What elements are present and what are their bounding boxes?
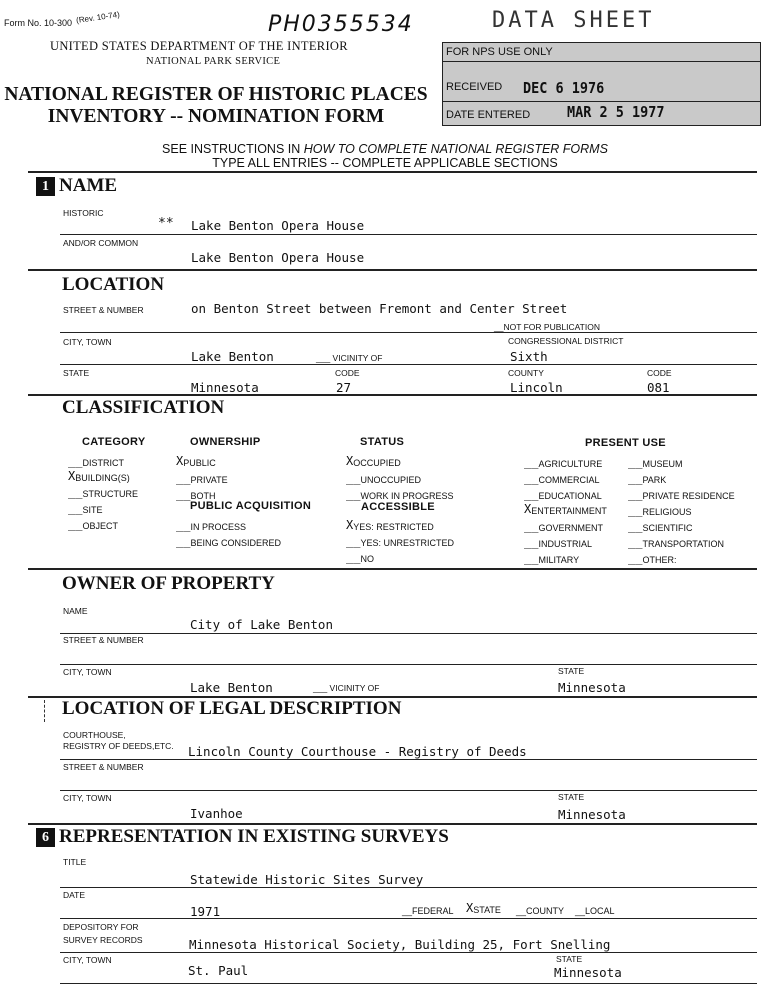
option-label: UNOCCUPIED xyxy=(360,475,421,485)
option-being-considered[interactable] xyxy=(176,535,281,549)
nps-use-box xyxy=(442,42,761,126)
option-label: BEING CONSIDERED xyxy=(190,538,281,548)
option-district[interactable] xyxy=(68,455,124,469)
option-educational[interactable] xyxy=(524,488,602,502)
section-rule xyxy=(28,823,757,825)
option-mark: __ xyxy=(628,519,643,533)
option-mark: __ xyxy=(524,551,539,565)
survey-level-federal[interactable]: __FEDERAL xyxy=(402,906,454,916)
field-rule xyxy=(60,633,757,634)
option-label: BOTH xyxy=(190,491,216,501)
location-heading: LOCATION xyxy=(62,274,165,295)
option-label: OCCUPIED xyxy=(353,458,401,468)
option-label: GOVERNMENT xyxy=(538,523,603,533)
depository-label-line1: DEPOSITORY FOR xyxy=(63,922,139,932)
option-mark: X xyxy=(466,901,474,915)
option-structure[interactable] xyxy=(68,486,138,500)
service-name: NATIONAL PARK SERVICE xyxy=(146,56,281,67)
owner-city-label: CITY, TOWN xyxy=(63,667,112,677)
option-label: OBJECT xyxy=(82,521,118,531)
option-mark: X xyxy=(176,454,184,468)
option-military[interactable] xyxy=(524,552,579,566)
county-code-label: CODE xyxy=(647,368,672,378)
owner-vicinity-of: ___ VICINITY OF xyxy=(313,683,380,693)
option-mark: __ xyxy=(176,487,191,501)
option-mark: __ xyxy=(628,503,643,517)
option-label: AGRICULTURE xyxy=(538,459,603,469)
option-label: BUILDING(S) xyxy=(75,473,130,483)
option-entertainment[interactable] xyxy=(524,503,607,517)
option-mark: __ xyxy=(524,519,539,533)
county-code-value[interactable]: 081 xyxy=(647,380,670,395)
section-rule xyxy=(28,171,757,173)
state-code-label: CODE xyxy=(335,368,360,378)
option-label: STRUCTURE xyxy=(82,489,138,499)
margin-mark xyxy=(44,700,45,722)
ownership-heading: OWNERSHIP xyxy=(190,436,261,448)
depository-label-line2: SURVEY RECORDS xyxy=(63,935,143,945)
section-title: NAME xyxy=(59,175,118,196)
option-label: PRIVATE RESIDENCE xyxy=(642,491,735,501)
owner-heading: OWNER OF PROPERTY xyxy=(62,573,275,594)
option-religious[interactable] xyxy=(628,504,691,518)
historic-label: HISTORIC xyxy=(63,208,104,218)
option-label: MILITARY xyxy=(538,555,580,565)
street-label: STREET & NUMBER xyxy=(63,305,144,315)
option-mark: __ xyxy=(628,471,643,485)
legal-state-value[interactable]: Minnesota xyxy=(558,807,626,822)
option-mark: __ xyxy=(524,471,539,485)
option-no[interactable] xyxy=(346,551,374,565)
city-label: CITY, TOWN xyxy=(63,337,112,347)
option-label: COMMERCIAL xyxy=(538,475,600,485)
state-label: STATE xyxy=(63,368,90,378)
option-commercial[interactable] xyxy=(524,472,599,486)
option-mark: __ xyxy=(628,551,643,565)
form-number xyxy=(4,9,121,28)
survey-title-value[interactable]: Statewide Historic Sites Survey xyxy=(190,872,424,887)
public-acquisition-heading: PUBLIC ACQUISITION xyxy=(190,500,312,512)
survey-title-label: TITLE xyxy=(63,857,87,867)
legal-heading: LOCATION OF LEGAL DESCRIPTION xyxy=(62,698,402,719)
district-value[interactable]: Sixth xyxy=(510,349,548,364)
surveys-section-heading xyxy=(36,826,449,848)
section-rule xyxy=(28,394,757,396)
option-mark: __ xyxy=(68,517,83,531)
option-label: EDUCATIONAL xyxy=(538,491,602,501)
nps-box-divider xyxy=(443,61,760,62)
vicinity-of: ___ VICINITY OF xyxy=(316,353,383,363)
option-label: IN PROCESS xyxy=(190,522,246,532)
data-sheet-stamp: DATA SHEET xyxy=(492,8,655,33)
owner-city-value[interactable]: Lake Benton xyxy=(190,680,273,695)
accessible-heading: ACCESSIBLE xyxy=(361,501,435,513)
instructions-prefix: SEE INSTRUCTIONS IN xyxy=(162,142,304,156)
received-label: RECEIVED xyxy=(446,81,503,93)
state-value[interactable]: Minnesota xyxy=(191,380,259,395)
survey-state-label: STATE xyxy=(556,954,583,964)
option-agriculture[interactable] xyxy=(524,456,602,470)
option-label: NO xyxy=(360,554,374,564)
owner-name-value[interactable]: City of Lake Benton xyxy=(190,617,333,632)
instructions-line2: TYPE ALL ENTRIES -- COMPLETE APPLICABLE SECTIONS xyxy=(212,156,558,170)
option-private-residence[interactable] xyxy=(628,488,735,502)
option-mark: __ xyxy=(524,455,539,469)
field-rule xyxy=(60,918,757,919)
field-rule xyxy=(60,790,757,791)
section-rule xyxy=(28,568,757,570)
option-mark: __ xyxy=(346,534,361,548)
not-for-publication: __NOT FOR PUBLICATION xyxy=(494,322,600,332)
option-mark: X xyxy=(68,469,76,483)
option-in-process[interactable] xyxy=(176,519,246,533)
county-value[interactable]: Lincoln xyxy=(510,380,563,395)
survey-level-state[interactable] xyxy=(466,902,501,916)
option-scientific[interactable] xyxy=(628,520,692,534)
option-other[interactable] xyxy=(628,552,676,566)
owner-state-label: STATE xyxy=(558,666,585,676)
field-rule xyxy=(60,983,757,984)
depository-value[interactable]: Minnesota Historical Society, Building 25, Fort Snelling xyxy=(189,937,611,952)
option-mark: __ xyxy=(68,485,83,499)
form-title xyxy=(4,84,428,128)
owner-state-value[interactable]: Minnesota xyxy=(558,680,626,695)
option-label: RELIGIOUS xyxy=(642,507,692,517)
option-yes-unrestricted[interactable] xyxy=(346,535,454,549)
state-code-value[interactable]: 27 xyxy=(336,380,352,395)
registry-label-line2: REGISTRY OF DEEDS,ETC. xyxy=(63,741,174,751)
option-mark: __ xyxy=(628,455,643,469)
survey-level-local[interactable]: __LOCAL xyxy=(575,906,615,916)
survey-level-county[interactable]: __COUNTY xyxy=(516,906,565,916)
category-heading: CATEGORY xyxy=(82,436,146,448)
option-label: INDUSTRIAL xyxy=(538,539,592,549)
city-value[interactable]: Lake Benton xyxy=(191,349,274,364)
option-label: PRIVATE xyxy=(190,475,228,485)
option-mark: __ xyxy=(628,487,643,501)
common-label: AND/OR COMMON xyxy=(63,238,139,248)
legal-city-label: CITY, TOWN xyxy=(63,793,112,803)
option-buildings[interactable] xyxy=(68,470,130,484)
option-transportation[interactable] xyxy=(628,536,724,550)
option-label: YES: RESTRICTED xyxy=(353,522,434,532)
option-label: DISTRICT xyxy=(82,458,124,468)
option-public[interactable] xyxy=(176,455,216,469)
district-label: CONGRESSIONAL DISTRICT xyxy=(508,336,624,346)
option-mark: __ xyxy=(68,501,83,515)
option-government[interactable] xyxy=(524,520,603,534)
field-rule xyxy=(60,952,757,953)
option-mark: __ xyxy=(628,535,643,549)
section-title: REPRESENTATION IN EXISTING SURVEYS xyxy=(59,826,449,847)
option-industrial[interactable] xyxy=(524,536,592,550)
option-label: MUSEUM xyxy=(642,459,683,469)
option-mark: __ xyxy=(524,535,539,549)
instructions xyxy=(0,142,770,170)
option-unoccupied[interactable] xyxy=(346,472,421,486)
field-rule xyxy=(60,759,757,760)
section-rule xyxy=(28,269,757,271)
option-label: PUBLIC xyxy=(183,458,216,468)
form-number-text: Form No. 10-300 xyxy=(4,18,73,28)
option-mark: __ xyxy=(176,518,191,532)
option-mark: __ xyxy=(68,454,83,468)
field-rule xyxy=(60,887,757,888)
survey-date-label: DATE xyxy=(63,890,86,900)
option-label: SITE xyxy=(82,505,103,515)
option-label: ENTERTAINMENT xyxy=(531,506,607,516)
option-mark: __ xyxy=(346,550,361,564)
date-entered-value: MAR 2 5 1977 xyxy=(567,103,665,121)
option-label: OTHER: xyxy=(642,555,677,565)
date-entered-label: DATE ENTERED xyxy=(446,109,531,121)
survey-date-value[interactable]: 1971 xyxy=(190,904,221,919)
option-label: WORK IN PROGRESS xyxy=(360,491,454,501)
option-mark: X xyxy=(524,502,532,516)
option-mark: __ xyxy=(176,534,191,548)
option-museum[interactable] xyxy=(628,456,682,470)
option-yes-restricted[interactable] xyxy=(346,519,434,533)
legal-state-label: STATE xyxy=(558,792,585,802)
instructions-line1 xyxy=(0,142,770,156)
status-heading: STATUS xyxy=(360,436,405,448)
historic-marker: ** xyxy=(158,216,174,231)
nps-box-heading: FOR NPS USE ONLY xyxy=(446,46,553,58)
option-mark: X xyxy=(346,518,354,532)
field-rule xyxy=(60,664,757,665)
owner-street-label: STREET & NUMBER xyxy=(63,635,144,645)
common-name[interactable]: Lake Benton Opera House xyxy=(191,250,365,265)
survey-city-value[interactable]: St. Paul xyxy=(188,963,249,978)
name-section-heading xyxy=(36,175,117,197)
option-occupied[interactable] xyxy=(346,455,401,469)
option-mark: __ xyxy=(346,471,361,485)
section-number: 1 xyxy=(36,177,55,196)
county-label: COUNTY xyxy=(508,368,544,378)
revision-note: (Rev. 10-74) xyxy=(75,9,121,26)
field-rule xyxy=(60,234,757,235)
option-label: PARK xyxy=(642,475,667,485)
received-date: DEC 6 1976 xyxy=(523,79,605,97)
historic-name[interactable]: Lake Benton Opera House xyxy=(191,218,365,233)
classification-heading: CLASSIFICATION xyxy=(62,397,225,418)
option-mark: __ xyxy=(346,487,361,501)
street-value[interactable]: on Benton Street between Fremont and Center Street xyxy=(191,301,568,316)
department-name: UNITED STATES DEPARTMENT OF THE INTERIOR xyxy=(50,39,348,53)
present-use-heading: PRESENT USE xyxy=(585,437,666,449)
legal-city-value[interactable]: Ivanhoe xyxy=(190,806,243,821)
field-rule xyxy=(60,332,757,333)
option-work-in-progress[interactable] xyxy=(346,488,453,502)
legal-street-label: STREET & NUMBER xyxy=(63,762,144,772)
registry-value[interactable]: Lincoln County Courthouse - Registry of Deeds xyxy=(188,744,527,759)
option-label: YES: UNRESTRICTED xyxy=(360,538,454,548)
section-number: 6 xyxy=(36,828,55,847)
option-site[interactable] xyxy=(68,502,102,516)
option-mark: __ xyxy=(176,471,191,485)
reference-number: PH0355534 xyxy=(268,12,414,37)
option-mark: __ xyxy=(524,487,539,501)
survey-state-value[interactable]: Minnesota xyxy=(554,965,622,980)
option-park[interactable] xyxy=(628,472,666,486)
owner-name-label: NAME xyxy=(63,606,88,616)
registry-label-line1: COURTHOUSE, xyxy=(63,730,126,740)
form-title-line2: INVENTORY -- NOMINATION FORM xyxy=(47,106,385,127)
option-both[interactable] xyxy=(176,488,215,502)
option-label: TRANSPORTATION xyxy=(642,539,724,549)
option-label: STATE xyxy=(473,905,501,915)
form-title-line1: NATIONAL REGISTER OF HISTORIC PLACES xyxy=(4,84,428,105)
instructions-italic: HOW TO COMPLETE NATIONAL REGISTER FORMS xyxy=(303,142,608,156)
option-label: SCIENTIFIC xyxy=(642,523,693,533)
option-private[interactable] xyxy=(176,472,228,486)
nps-box-divider xyxy=(443,101,760,102)
option-mark: X xyxy=(346,454,354,468)
option-object[interactable] xyxy=(68,518,118,532)
survey-city-label: CITY, TOWN xyxy=(63,955,112,965)
field-rule xyxy=(60,364,757,365)
